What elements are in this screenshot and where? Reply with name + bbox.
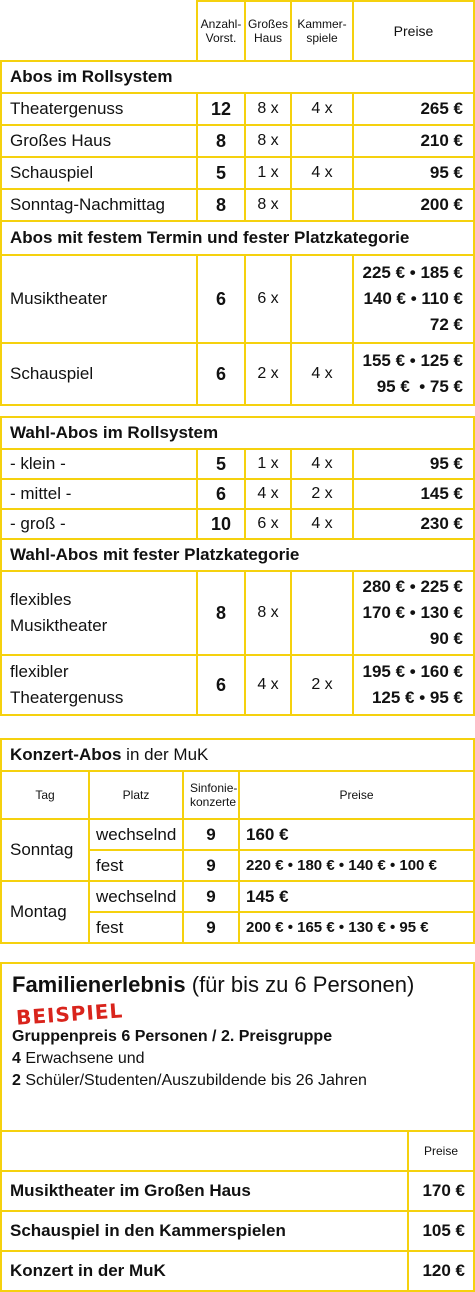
section-title: Wahl-Abos im Rollsystem (1, 417, 474, 449)
header-count: Anzahl- Vorst. (197, 1, 245, 61)
table-row: Schauspiel 6 2 x 4 x 155 € • 125 € 95 € • 75 € (1, 343, 474, 405)
price-header: Preise (408, 1131, 474, 1171)
familie-price-table (0, 1130, 475, 1292)
group-line: Gruppenpreis 6 Personen / 2. Preisgruppe (12, 1028, 333, 1045)
table-row: flexibler Theatergenuss 6 4 x 2 x 195 € • 160 € 125 € • 95 € (1, 655, 474, 715)
header-kammerspiele: Kammer- spiele (291, 1, 353, 61)
familie-box (0, 962, 475, 1284)
table-row: fest 9 220 € • 180 € • 140 € • 100 € (1, 850, 474, 881)
section-title: Abos mit festem Termin und fester Platzkategorie (1, 221, 474, 255)
header-preise: Preise (353, 1, 474, 61)
table-row: Konzert in der MuK 120 € (1, 1251, 474, 1291)
table-row: Musiktheater 6 6 x 225 € • 185 € 140 € • 110 € 72 € (1, 255, 474, 343)
table-row: Schauspiel 5 1 x 4 x 95 € (1, 157, 474, 189)
konzert-header: Tag Platz Sinfonie- konzerte Preise (1, 771, 474, 819)
konzert-table (0, 738, 475, 944)
table-header (1, 1, 474, 61)
beispiel-stamp: BEISPIEL (15, 998, 124, 1030)
table-row: - mittel - 6 4 x 2 x 145 € (1, 479, 474, 509)
table-row: Sonntag wechselnd 9 160 € (1, 819, 474, 850)
table-row: fest 9 200 € • 165 € • 130 € • 95 € (1, 912, 474, 943)
section-title: Wahl-Abos mit fester Platzkategorie (1, 539, 474, 571)
familie-title: Familienerlebnis (für bis zu 6 Personen) (12, 972, 415, 997)
abo-table-top (0, 0, 475, 406)
adults-line: 4 Erwachsene und (12, 1050, 145, 1067)
table-row: Musiktheater im Großen Haus 170 € (1, 1171, 474, 1211)
table-row: Theatergenuss 12 8 x 4 x 265 € (1, 93, 474, 125)
table-row: Großes Haus 8 8 x 210 € (1, 125, 474, 157)
section-title: Abos im Rollsystem (1, 61, 474, 93)
students-line: 2 Schüler/Studenten/Auszubildende bis 26 Jahren (12, 1072, 367, 1089)
konzert-title: Konzert-Abos in der MuK (1, 739, 474, 771)
table-row: Sonntag-Nachmittag 8 8 x 200 € (1, 189, 474, 221)
table-row: - groß - 10 6 x 4 x 230 € (1, 509, 474, 539)
wahl-abo-table (0, 416, 475, 716)
table-row: Schauspiel in den Kammerspielen 105 € (1, 1211, 474, 1251)
header-grosses-haus: Großes Haus (245, 1, 291, 61)
table-row: - klein - 5 1 x 4 x 95 € (1, 449, 474, 479)
table-row: Montag wechselnd 9 145 € (1, 881, 474, 912)
table-row: flexibles Musiktheater 8 8 x 280 € • 225 € 170 € • 130 € 90 € (1, 571, 474, 655)
